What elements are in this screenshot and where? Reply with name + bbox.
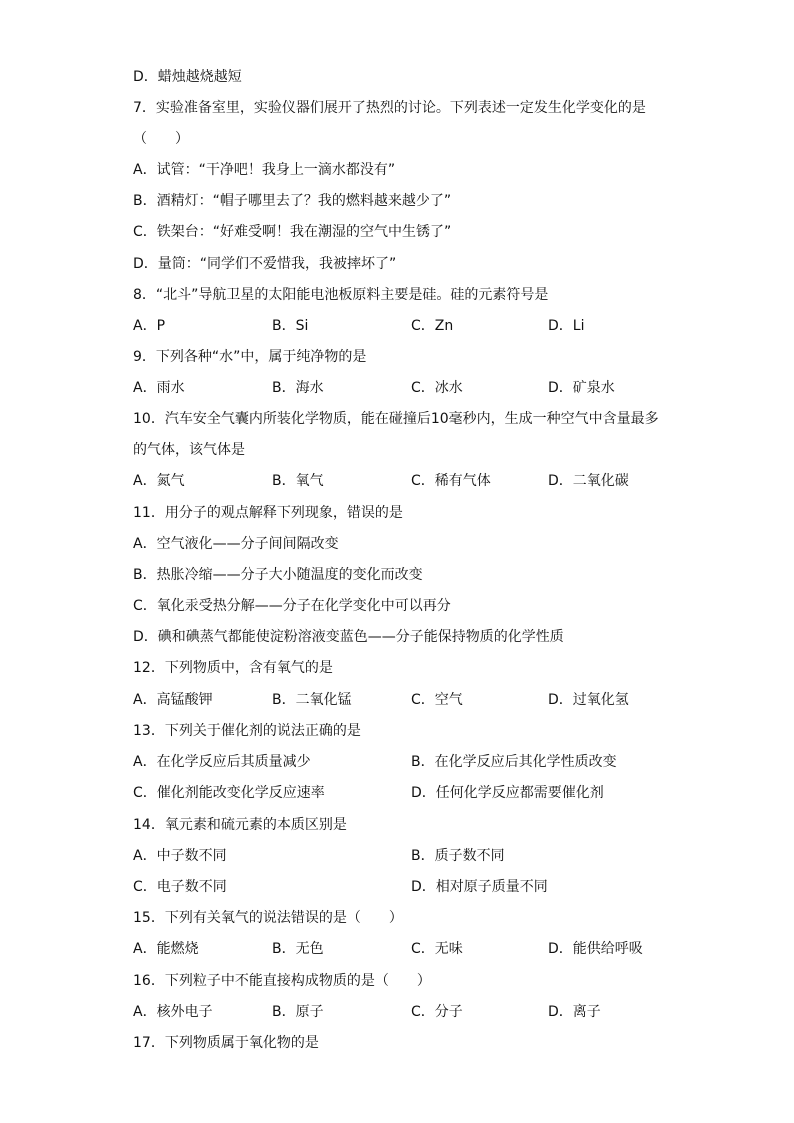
q7-answer-blank: （ ） <box>133 131 189 147</box>
q11-option-b: B．热胀冷缩——分子大小随温度的变化而改变 <box>133 567 423 583</box>
q15-stem: 15．下列有关氧气的说法错误的是（ ） <box>133 910 403 926</box>
q10-option-a: A．氮气 <box>133 473 185 489</box>
q6-option-d: D．蜡烛越烧越短 <box>133 69 242 85</box>
q10-stem-cont: 的气体，该气体是 <box>133 442 245 458</box>
q16-option-b: B．原子 <box>272 1004 324 1020</box>
q13-option-a: A．在化学反应后其质量减少 <box>133 754 311 770</box>
q14-option-c: C．电子数不同 <box>133 879 227 895</box>
q8-option-d: D．Li <box>548 318 585 334</box>
q15-option-d: D．能供给呼吸 <box>548 941 643 957</box>
q9-option-b: B．海水 <box>272 380 324 396</box>
q11-option-a: A．空气液化——分子间间隔改变 <box>133 536 339 552</box>
q9-option-d: D．矿泉水 <box>548 380 615 396</box>
q8-option-c: C．Zn <box>411 318 454 334</box>
q11-option-d: D．碘和碘蒸气都能使淀粉溶液变蓝色——分子能保持物质的化学性质 <box>133 629 564 645</box>
q7-option-d: D．量筒：“同学们不爱惜我，我被摔坏了” <box>133 256 397 272</box>
q13-option-b: B．在化学反应后其化学性质改变 <box>411 754 617 770</box>
q11-stem: 11．用分子的观点解释下列现象，错误的是 <box>133 505 403 521</box>
q12-stem: 12．下列物质中，含有氧气的是 <box>133 660 333 676</box>
q13-option-d: D．任何化学反应都需要催化剂 <box>411 785 604 801</box>
q15-option-a: A．能燃烧 <box>133 941 199 957</box>
q7-option-a: A．试管：“干净吧！我身上一滴水都没有” <box>133 162 396 178</box>
q9-stem: 9．下列各种“水”中，属于纯净物的是 <box>133 349 367 365</box>
q14-option-d: D．相对原子质量不同 <box>411 879 548 895</box>
q9-option-c: C．冰水 <box>411 380 463 396</box>
q13-option-c: C．催化剂能改变化学反应速率 <box>133 785 325 801</box>
q8-stem: 8．“北斗”导航卫星的太阳能电池板原料主要是硅。硅的元素符号是 <box>133 287 549 303</box>
q10-stem: 10．汽车安全气囊内所装化学物质，能在碰撞后10毫秒内，生成一种空气中含量最多 <box>133 411 659 427</box>
q16-option-a: A．核外电子 <box>133 1004 213 1020</box>
q10-option-d: D．二氧化碳 <box>548 473 629 489</box>
q10-option-b: B．氧气 <box>272 473 324 489</box>
q7-stem: 7．实验准备室里，实验仪器们展开了热烈的讨论。下列表述一定发生化学变化的是 <box>133 100 646 116</box>
q9-option-a: A．雨水 <box>133 380 185 396</box>
q16-stem: 16．下列粒子中不能直接构成物质的是（ ） <box>133 973 431 989</box>
q14-option-b: B．质子数不同 <box>411 848 505 864</box>
q11-option-c: C．氧化汞受热分解——分子在化学变化中可以再分 <box>133 598 451 614</box>
q16-option-c: C．分子 <box>411 1004 463 1020</box>
q10-option-c: C．稀有气体 <box>411 473 491 489</box>
q15-option-c: C．无味 <box>411 941 463 957</box>
q7-option-c: C．铁架台：“好难受啊！我在潮湿的空气中生锈了” <box>133 224 452 240</box>
q17-stem: 17．下列物质属于氧化物的是 <box>133 1035 319 1051</box>
q15-option-b: B．无色 <box>272 941 324 957</box>
q13-stem: 13．下列关于催化剂的说法正确的是 <box>133 723 361 739</box>
q12-option-a: A．高锰酸钾 <box>133 692 213 708</box>
q8-option-a: A．P <box>133 318 166 334</box>
q8-option-b: B．Si <box>272 318 309 334</box>
q12-option-c: C．空气 <box>411 692 463 708</box>
q14-option-a: A．中子数不同 <box>133 848 227 864</box>
q7-option-b: B．酒精灯：“帽子哪里去了？我的燃料越来越少了” <box>133 193 452 209</box>
q14-stem: 14．氧元素和硫元素的本质区别是 <box>133 817 347 833</box>
q12-option-d: D．过氧化氢 <box>548 692 629 708</box>
q12-option-b: B．二氧化锰 <box>272 692 352 708</box>
q16-option-d: D．离子 <box>548 1004 601 1020</box>
